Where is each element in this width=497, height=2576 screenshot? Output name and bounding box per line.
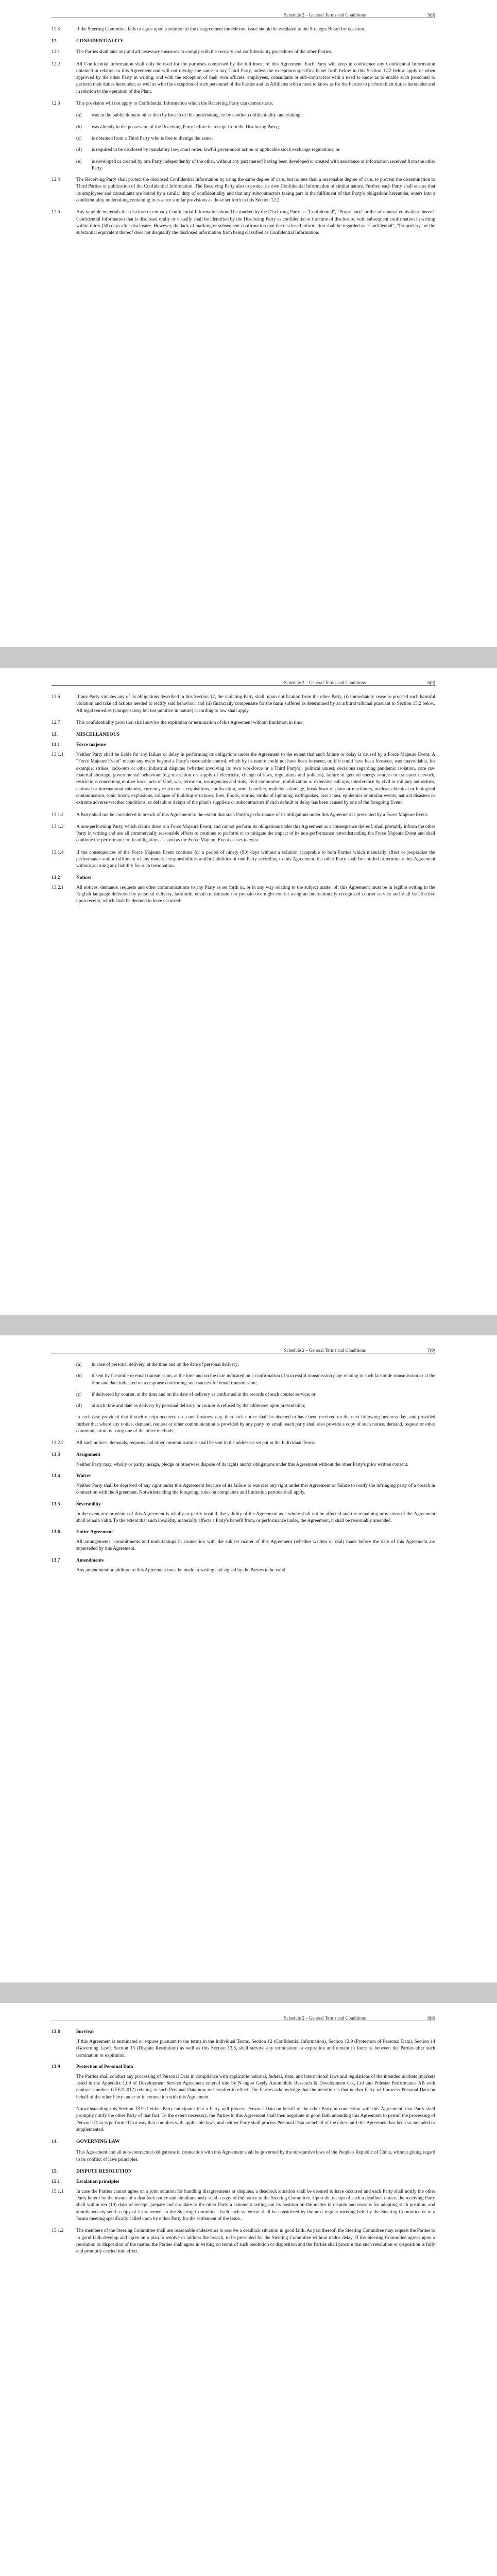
section-number: 12. <box>52 38 58 44</box>
paragraph: If this Agreement is terminated or expires pursuant to the terms in the Individual Terms, Section 12 (Confidential Information), Section 13.9 (Protection of Personal Data), Section 14 (Governing Law), Section 15 (Dispute Resolution) as well as this Section 13.8, shall survive any termination or expiration and remain in force as between the Parties after such termination or expiration. <box>76 2039 435 2058</box>
subsection-heading <box>52 742 435 748</box>
paragraph: Neither Party may, wholly or partly, assign, pledge or otherwise dispose of its rights and/or obligations under this Agreement without the other Party's prior written consent. <box>76 1462 408 1467</box>
paragraph: In the event any provision of this Agreement is wholly or partly invalid, the validity of the Agreement as a whole shall not be affected and the remaining provisions of the Agreement shall remain valid. To the extent that such invalidity materially affects a Party's benefit from, or performance under, the Agreement, it shall be reasonably amended. <box>76 1511 435 1523</box>
list-item-text: if sent by facsimile or email transmission, at the time and on the date indicated on a confirmation of successful transmission page relating to such facsimile transmission or at the time and date indicated on a response confirming such successful email transmission; <box>92 1374 435 1386</box>
section-title: GOVERNING LAW <box>76 2139 120 2145</box>
subsection-number: 13.3 <box>52 1452 60 1458</box>
list-item-marker: (d) <box>76 147 82 153</box>
clause-number: 13.1.4 <box>52 850 64 855</box>
section-heading <box>52 2139 435 2144</box>
section-number: 15. <box>52 2168 58 2174</box>
section-title: CONFIDENTIALITY <box>76 38 124 44</box>
page <box>0 0 497 647</box>
clause <box>52 824 435 844</box>
clause <box>52 209 435 236</box>
paragraph: Any amendment or addition to this Agreement must be made in writing and signed by the Parties to be valid. <box>76 1567 287 1573</box>
list-item-marker: (e) <box>76 159 82 164</box>
clause-text: The Receiving Party shall protect the disclosed Confidential Information by using the same degree of care, but no less than a reasonable degree of care, to prevent the dissemination to Third Parties or publication of the Confidential Information. The Receiving Party also to protect its own Confidential Information of similar nature. Further, each Party shall ensure that its employees and consultants are bound by a similar duty of confidentiality and that any subcontractors taking part in the fulfilment of that Party's obligations hereunder, enters into a confidentiality undertaking containing in essence similar provisions as those set forth in this Section 12.2. <box>76 177 435 204</box>
subsection-heading <box>52 2179 435 2184</box>
clause-text: If the Steering Committee fails to agree upon a solution of the disagreement the relevant issue should be escalated to the Strategic Board for decision. <box>76 27 366 32</box>
list-item-text: was in the public domain other than by breach of this undertaking, or by another confidentiality undertaking; <box>92 113 302 118</box>
clause <box>52 812 435 819</box>
subsection-heading <box>52 875 435 880</box>
list-item-text: is obtained from a Third Party who is free to divulge the same; <box>92 135 213 141</box>
subsection-title: Assignment <box>76 1452 100 1458</box>
clause-text: All such notices, demands, requests and other communications shall be sent to the addresses set out in the Individual Terms. <box>76 1440 316 1446</box>
clause-number: 15.1.1 <box>52 2189 64 2194</box>
subsection-heading <box>52 1452 435 1458</box>
page-number: 6(9) <box>427 680 435 685</box>
subsection-number: 15.1 <box>52 2179 60 2184</box>
subsection-title: Notices <box>76 875 92 880</box>
list-item <box>76 1403 435 1410</box>
header-rule <box>52 685 435 686</box>
subsection-number: 13.1 <box>52 742 60 748</box>
clause-number: 12.4 <box>52 177 60 183</box>
clause-text: A Party shall not be considered in breach of this Agreement to the extent that such Party's performance of its obligations under this Agreement is prevented by a Force Majeure Event. <box>76 812 429 818</box>
clause-number: 12.2 <box>52 61 60 67</box>
section-title: DISPUTE RESOLUTION <box>76 2168 132 2174</box>
clause-text: The Parties shall take any and all necessary measures to comply with the security and confidentiality procedures of the other Parties. <box>76 49 332 55</box>
list-item <box>76 159 435 173</box>
clause-number: 12.7 <box>52 720 60 725</box>
clause-number: 12.1 <box>52 49 60 55</box>
list-item <box>76 147 435 154</box>
subsection-number: 13.7 <box>52 1557 60 1563</box>
paragraph: in each case provided that if such receipt occurred on a non-business day, then such notice shall be deemed to have been received on the next following business day; and provided further that where any notice, demand, request or other communication is provided by any party by email, each party shall also provide a copy of such notice, demand, request or other communication by using one of the other methods. <box>76 1415 435 1434</box>
subsection-number: 13.5 <box>52 1501 60 1507</box>
clause-number: 13.1.3 <box>52 824 64 829</box>
page-header <box>52 668 435 685</box>
clause-text: If any Party violates any of its obligations described in this Section 12, the violating Party shall, upon notification from the other Party, (i) immediately cease to proceed such harmful violation and take all actions needed to rectify said behaviour and (ii) financially compensate for the harm suffered as determined by an arbitral tribunal pursuant to Section 15.2 below. All legal remedies (compensatory but not punitive in nature) according to law shall apply. <box>76 694 435 714</box>
section-heading <box>52 38 435 44</box>
clause-number: 11.3 <box>52 27 60 32</box>
subsection-title: Severability <box>76 1501 101 1507</box>
page-gap <box>0 1315 497 1335</box>
subsection-heading <box>52 1558 435 1563</box>
subsection-title: Escalation principles <box>76 2179 119 2184</box>
clause-number: 13.1.2 <box>52 812 64 818</box>
subsection-number: 13.2 <box>52 875 60 880</box>
page-header <box>52 1335 435 1353</box>
clause-text: This confidentiality provision shall survive the expiration or termination of this Agreement without limitation in time. <box>76 720 304 725</box>
list-item-text: is developed or created by one Party independently of the other, without any part thereof having been developed or created with assistance or information received from the other Party. <box>92 159 435 171</box>
list-item-text: is required to be disclosed by mandatory law, court order, lawful government action or applicable stock exchange regulations; or <box>92 147 340 153</box>
subsection-heading <box>52 2064 435 2070</box>
subsection-title: Force majeure <box>76 742 107 748</box>
subsection-number: 13.4 <box>52 1473 60 1479</box>
paragraph: All arrangements, commitments and undertakings in connection with the subject matter of this Agreement (whether written or oral) made before the date of this Agreement are superseded by this Agreement. <box>76 1539 435 1552</box>
clause-number: 13.1.1 <box>52 752 64 758</box>
section-number: 13. <box>52 732 58 738</box>
clause <box>52 850 435 870</box>
clause-number: 12.6 <box>52 694 60 700</box>
clause <box>52 885 435 905</box>
subsection-title: Survival <box>76 2029 94 2035</box>
clause-number: 12.3 <box>52 101 60 107</box>
clause-text: Any tangible materials that disclose or embody Confidential Information should be marked by the Disclosing Party as "Confidential", "Proprietary" or the substantial equivalent thereof. Confidential Information that is disclosed orally or visually shall be identified by the Disclosing Party as confidential at the time of disclosure, with subsequent confirmation in writing within thirty (30) days after disclosure. However, the lack of marking or subsequent confirmation that the disclosed information shall be regarded as "Confidential", "Proprietary" or the substantial equivalent thereof does not disqualify the disclosed information from being classified as Confidential Information. <box>76 210 435 236</box>
list-item <box>76 135 435 142</box>
list-item-marker: (c) <box>76 1392 82 1397</box>
section-number: 14. <box>52 2139 58 2145</box>
list-item-marker: (a) <box>76 1362 82 1367</box>
subsection-title: Amendments <box>76 1557 104 1563</box>
subsection-title: Entire Agreement <box>76 1530 113 1535</box>
clause-number: 12.5 <box>52 210 60 215</box>
list-item-marker: (c) <box>76 135 82 141</box>
section-heading <box>52 2168 435 2174</box>
clause-text: This provision will not apply to Confidential Information which the Receiving Party can demonstrate: <box>76 101 273 107</box>
subsection-number: 13.6 <box>52 1530 60 1535</box>
clause-number: 15.1.2 <box>52 2228 64 2234</box>
list-item <box>76 1392 435 1398</box>
page <box>0 1335 497 1982</box>
page <box>0 2003 497 2576</box>
clause-text: The members of the Steering Committee shall use reasonable endeavours to resolve a deadlock situation in good faith. As part thereof, the Steering Committee may request the Parties to in good faith develop and agree on a plan to resolve or address the breach, to be presented for the Steering Committee without undue delay. If the Steering Committee agrees upon a resolution or disposition of the matter, the Parties shall agree in writing on terms of such resolution or disposition and the Parties shall procure that such resolution or disposition is fully and promptly carried into effect. <box>76 2228 435 2255</box>
list-item <box>76 124 435 131</box>
clause <box>52 2189 435 2223</box>
clause <box>52 177 435 204</box>
subsection-number: 13.8 <box>52 2029 60 2035</box>
paragraph: Neither Party shall be deprived of any right under this Agreement because of its failure to exercise any right under this Agreement or failure to notify the infringing party of a breach in connection with the Agreement. Notwithstanding the foregoing, rules on complaints and limitation periods shall apply. <box>76 1483 435 1496</box>
list-item-marker: (a) <box>76 113 82 118</box>
subsection-title: Protection of Personal Data <box>76 2064 133 2070</box>
clause <box>52 100 435 107</box>
paragraph: This Agreement and all non-contractual obligations in connection with this Agreement shall be governed by the substantive laws of the People's Republic of China, without giving regard to its conflict of laws principles. <box>76 2150 435 2162</box>
subsection-heading <box>52 1473 435 1479</box>
clause <box>52 49 435 56</box>
clause <box>52 1440 435 1447</box>
list-item <box>76 1362 435 1368</box>
list-item-text: was already in the possession of the Receiving Party before its receipt from the Disclosing Party; <box>92 124 279 130</box>
paragraph: Notwithstanding this Section 13.9 if either Party anticipates that a Party will process Personal Data on behalf of the other Party in connection with this Agreement, that Party shall promptly notify the other Party of that fact. To the extent necessary, the Parties to this Agreement shall then negotiate in good faith amending this Agreement to permit the processing of Personal Data is performed in a way that complies with applicable laws, and neither Party shall process Personal Data on behalf of the other until this Agreement has been so amended or supplemented. <box>76 2107 435 2132</box>
clause-text: A non-performing Party, which claims there is a Force Majeure Event, and cannot perform its obligations under this Agreement as a consequence thereof, shall promptly inform the other Party in writing and use all commercially reasonable efforts to continue to perform or to mitigate the impact of its non-performance notwithstanding the Force Majeure Event and shall continue the performance of its obligations as soon as the Force Majeure Event ceases to exist. <box>76 824 435 843</box>
list-item-marker: (b) <box>76 124 82 130</box>
list-item-text: if delivered by courier, at the time and on the date of delivery as confirmed in the records of such courier service; or <box>92 1392 316 1397</box>
list-item-text: at such time and date as delivery by personal delivery or courier is refused by the addressee upon presentation; <box>92 1403 305 1409</box>
page-header <box>52 0 435 18</box>
header-title: Schedule 2 – General Terms and Conditions <box>284 2015 366 2021</box>
section-heading <box>52 732 435 737</box>
subsection-heading <box>52 2029 435 2035</box>
list-item-text: in case of personal delivery, at the time and on the date of personal delivery; <box>92 1362 239 1367</box>
header-title: Schedule 2 – General Terms and Conditions <box>284 12 366 18</box>
page <box>0 668 497 1315</box>
page-number: 7(9) <box>427 1348 435 1353</box>
clause <box>52 720 435 726</box>
subsection-number: 13.9 <box>52 2064 60 2070</box>
paragraph: The Parties shall conduct any processing of Personal Data in compliance with applicable national, federal, state, and international laws and regulations of the intended markets (markets listed in the Appendix 1.09 of Development Service Agreement entered into by N ingbo Geely Automobile Research & Development Co., Ltd and Polestar Performance AB with contract number: GEE21-012) relating to such Personal Data now or hereafter in effect. The Parties acknowledge that the intention is that neither Party will process Personal Data on behalf of the other Party under or in connection with this Agreement. <box>76 2074 435 2100</box>
list-item <box>76 1373 435 1387</box>
clause-number: 13.2.1 <box>52 885 64 890</box>
clause <box>52 26 435 33</box>
list-item-marker: (d) <box>76 1403 82 1409</box>
clause-text: If the consequences of the Force Majeure Event continue for a period of ninety (90) days without a solution acceptable to both Parties which materially affect or jeopardize the performance and/or fulfilment of any material responsibilities and/or liabilities of one Party according to this Agreement, the other Party shall be entitled to terminate this Agreement without accruing any liability for such termination. <box>76 850 435 869</box>
header-title: Schedule 2 – General Terms and Conditions <box>284 1348 366 1353</box>
clause-text: All Confidential Information shall only be used for the purposes comprised by the fulfilment of this Agreement. Each Party will keep in confidence any Confidential Information obtained in relation to this Agreement and will not divulge the same to any Third Party, unless the exceptions specifically set forth below in this Section 12.2 below apply or when approved by the other Party in writing, and with the exception of their own officers, employees, consultants or sub-contractors with a need to know as to enable such personnel to perform their duties hereunder, as well as with the exception of such personnel of the Parties and its Affiliates with a need to know as for the Parties to perform their duties hereunder and in relation to the operation of the Plant. <box>76 61 435 94</box>
section-title: MISCELLANEOUS <box>76 732 120 738</box>
page-number: 5(9) <box>427 12 435 18</box>
clause-number: 13.2.2 <box>52 1440 64 1446</box>
clause-text: Neither Party shall be liable for any failure or delay in performing its obligations under the Agreement to the extent that such failure or delay is caused by a Force Majeure Event. A "Force Majeure Event" means any event beyond a Party's reasonable control, which by its nature could not have been foreseen, or, if it could have been foreseen, was unavoidable, for example; strikes, lock-outs or other industrial disputes (whether involving its own workforce or a Third Party's), political unrest, decisions regarding pandemic isolation, core raw material shortage, governmental behaviour (e.g restriction on supply of electricity, change of laws, regulations and policies), failure of general energy sources or transport network, restrictions concerning motive force, acts of God, war, terrorism, insurgencies and riots, civil commotion, mobilization or extensive call ups, interference by civil or military authorities, national or international calamity, currency restrictions, requisitions, confiscation, armed conflict, malicious damage, breakdown of plant or machinery, nuclear, chemical or biological contamination, sonic boom, explosions, collapse of building structures, fires, floods, storms, stroke of lightning, earthquakes, loss at sea, epidemics or similar events, natural disasters or extreme adverse weather conditions, or default or delays of the plant's suppliers or subcontractors if such default or delay has been caused by one of the foregoing Event. <box>76 752 435 806</box>
page-number: 8(9) <box>427 2015 435 2021</box>
header-title: Schedule 2 – General Terms and Conditions <box>284 680 366 685</box>
clause-text: In case the Parties cannot agree on a joint solution for handling disagreements or disputes, a deadlock situation shall be deemed to have occurred and each Party shall notify the other Party hereof by the means of a deadlock notice and simultaneously send a copy of the notice to the Steering Committee. Upon the receipt of such a deadlock notice, the receiving Party shall within ten (10) days of receipt, prepare and circulate to the other Party a statement setting out its position on the matter in dispute and reasons for adopting such position, and simultaneously send a copy of its statement to the Steering Committee. Each such statement shall be considered by the next regular meeting held by the Steering Committee or in a forum meeting specifically called upon by either Party for the settlement of the issue. <box>76 2189 435 2222</box>
clause <box>52 694 435 715</box>
list-item <box>76 112 435 119</box>
page-header <box>52 2003 435 2021</box>
subsection-heading <box>52 1502 435 1507</box>
clause <box>52 61 435 95</box>
clause-text: All notices, demands, requests and other communications to any Party as set forth in, or in any way relating to the subject matter of, this Agreement must be in legible writing in the English language delivered by personal delivery, facsimile, email transmission or prepaid overnight courier using an internationally recognized courier service and shall be effective upon receipt, which shall be deemed to have occurred: <box>76 885 435 904</box>
page-gap <box>0 647 497 668</box>
clause <box>52 752 435 806</box>
page-gap <box>0 1982 497 2003</box>
subsection-heading <box>52 1530 435 1535</box>
list-item-marker: (b) <box>76 1374 82 1379</box>
subsection-title: Waiver <box>76 1473 92 1479</box>
clause <box>52 2228 435 2255</box>
